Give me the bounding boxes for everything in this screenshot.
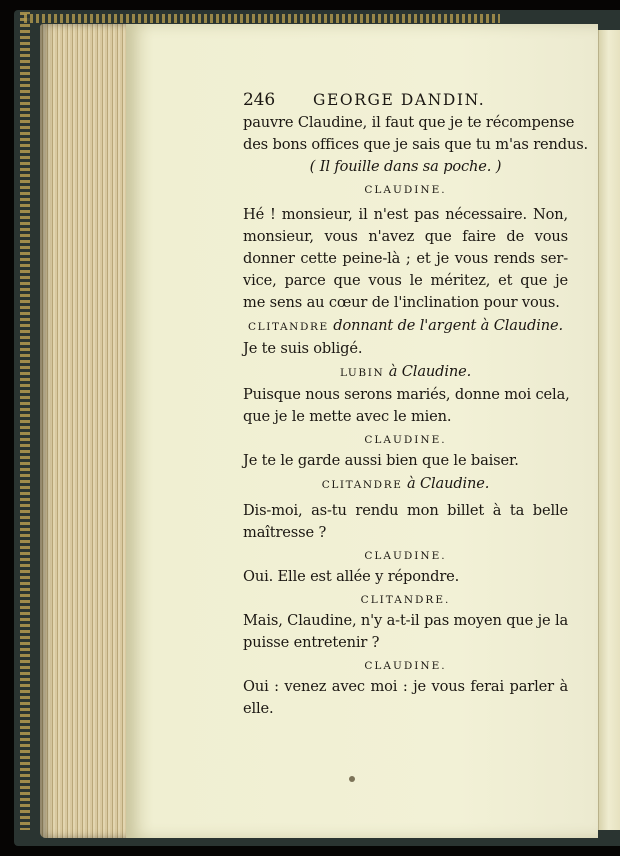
page-number: 246 [243,90,275,110]
text-line: Oui. Elle est allée y répondre. [243,568,460,585]
running-title: GEORGE DANDIN. [313,91,486,109]
speaker-label: CLAUDINE. [364,434,447,446]
text-line: vice, parce que vous le méritez, et que je [243,272,568,289]
text-line: monsieur, vous n'avez que faire de vous [243,228,568,245]
speaker-name: CLITANDRE [321,479,403,491]
text-line: Dis-moi, as-tu rendu mon billet à ta belle [243,502,568,519]
speaker-with-direction [243,360,568,384]
speaker-label: CLAUDINE. [364,660,447,672]
speaker-direction: donnant de l'argent à Claudine. [333,317,563,334]
speaker-direction: à Claudine. [388,363,472,380]
speaker-name: LUBIN [339,367,385,379]
speaker-direction: à Claudine. [406,475,490,492]
facing-page-edge [598,30,620,830]
text-line: Je te le garde aussi bien que le baiser. [243,452,519,469]
page-header [243,88,568,112]
page-blemish [349,776,355,782]
cover-border-decoration [24,14,500,23]
page-text [243,88,589,720]
stage-direction: ( Il fouille dans sa poche. ) [309,158,502,175]
speaker-with-direction [243,472,568,496]
text-line: puisse entretenir ? [243,634,380,651]
page-block-edges [40,24,130,838]
text-line: Je te suis obligé. [243,340,363,357]
text-line: me sens au cœur de l'inclination pour vous. [243,294,560,311]
text-line: des bons offices que je sais que tu m'as rendus. [243,136,589,153]
text-line: Hé ! monsieur, il n'est pas nécessaire. Non, [243,206,568,223]
spine-decoration [20,12,30,830]
text-line: Puisque nous serons mariés, donne moi cela, [243,386,570,403]
speaker-label: CLITANDRE. [360,594,451,606]
text-line: Oui : venez avec moi : je vous ferai parler à [243,678,568,695]
text-line: elle. [243,700,274,717]
speaker-with-direction [243,314,568,338]
text-line: pauvre Claudine, il faut que je te récompense [243,114,575,131]
speaker-label: CLAUDINE. [364,184,447,196]
speaker-name: CLITANDRE [248,321,329,333]
text-line: maîtresse ? [243,524,327,541]
speaker-label: CLAUDINE. [364,550,447,562]
text-line: donner cette peine-là ; et je vous rends ser- [243,250,568,267]
text-line: que je le mette avec le mien. [243,408,452,425]
text-line: Mais, Claudine, n'y a-t-il pas moyen que je la [243,612,569,629]
